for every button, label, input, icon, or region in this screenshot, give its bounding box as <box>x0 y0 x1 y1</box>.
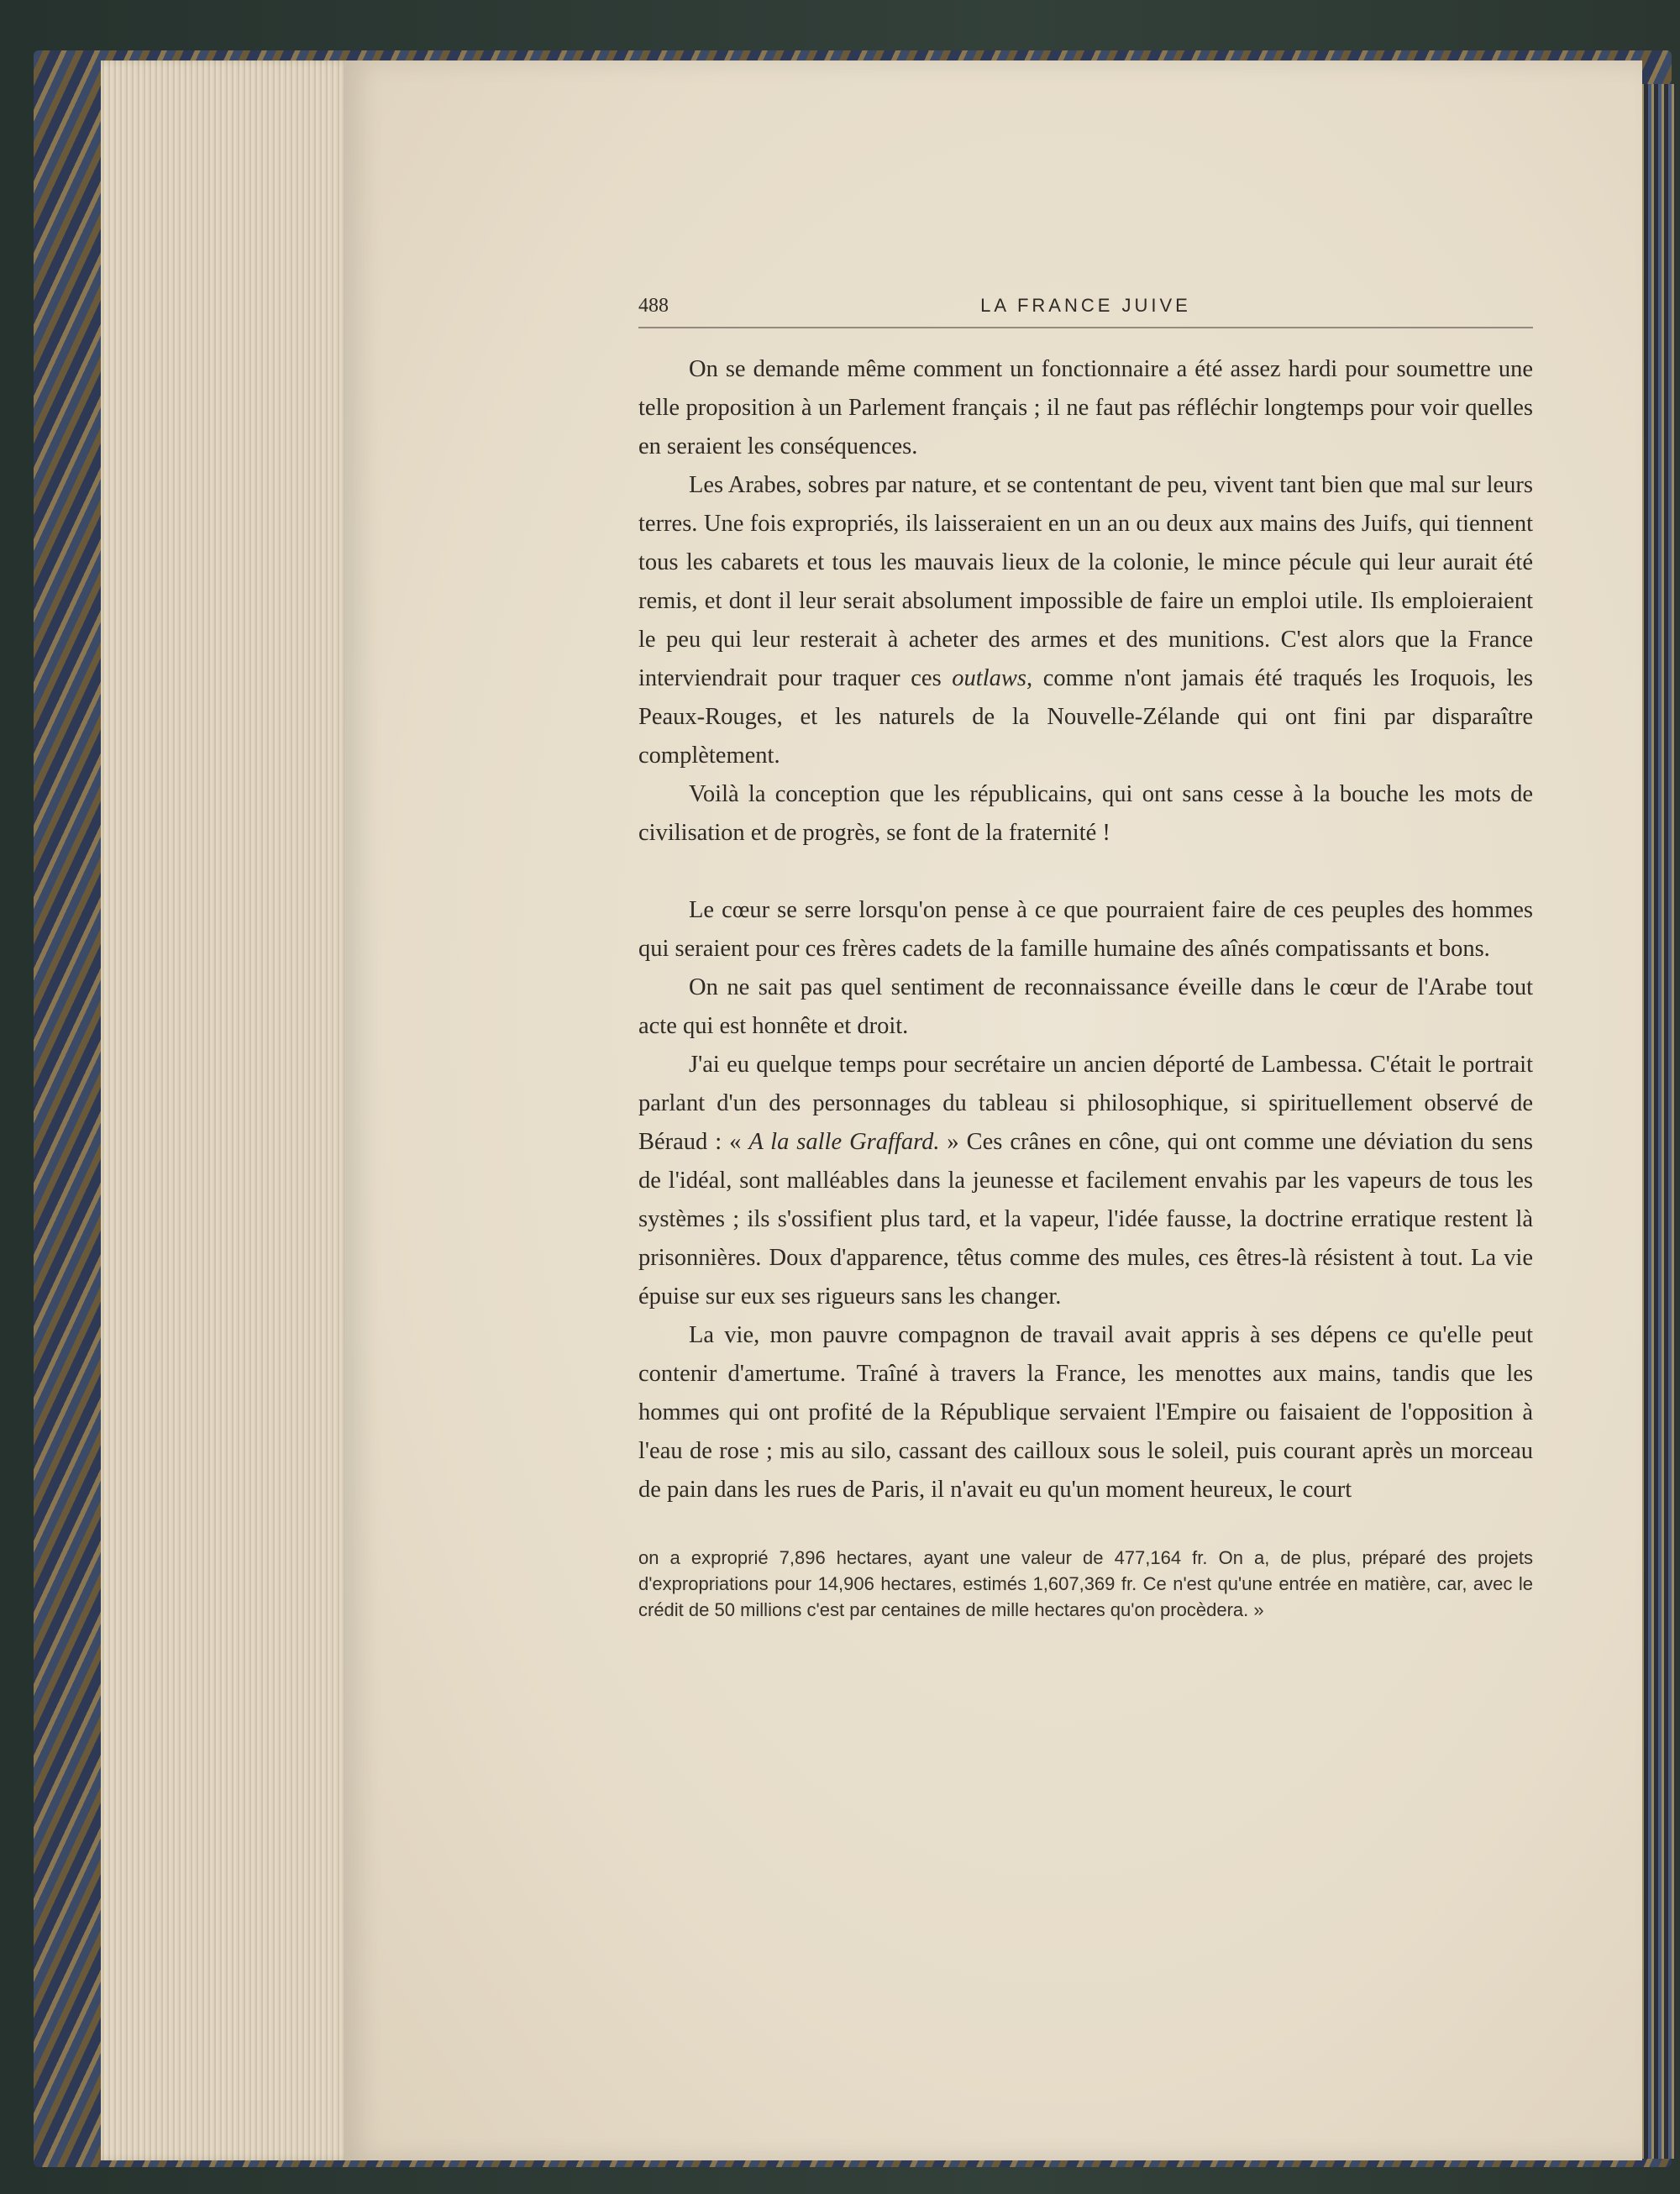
facing-cover-edge <box>1638 84 1676 2159</box>
header-rule <box>638 327 1533 328</box>
page-text <box>638 290 1533 1623</box>
paragraph-text: » Ces crânes en cône, qui ont comme une déviation du sens de l'idéal, sont malléables dans la jeunesse et facilement envahis par les vapeurs de tous les systèmes ; ils s'ossifient plus tard, et la vapeur, l'idée fausse, la doctrine erratique restent là prisonnières. Doux d'apparence, têtus comme des mules, ces êtres-là résistent à tout. La vie épuise sur eux ses rigueurs sans les changer. <box>638 1129 1533 1310</box>
page-edges <box>101 60 353 2160</box>
paragraph-text: Les Arabes, sobres par nature, et se contentant de peu, vivent tant bien que mal sur leurs terres. Une fois expropriés, ils laisseraient en un an ou deux aux mains des Juifs, qui tiennent tous les cabarets et tous les mauvais lieux de la colonie, le mince pécule qui leur aurait été remis, et dont il leur serait absolument impossible de faire un emploi utile. Ils emploieraient le peu qui leur resterait à acheter des armes et des munitions. C'est alors que la France interviendrait pour traquer ces <box>638 472 1533 691</box>
italic-term: outlaws <box>952 665 1026 691</box>
paragraph: Le cœur se serre lorsqu'on pense à ce que pourraient faire de ces peuples des hommes qui seraient pour ces frères cadets de la famille humaine des aînés compatissants et bons. <box>638 897 1533 962</box>
page-number: 488 <box>638 295 669 317</box>
paragraph <box>638 466 1533 775</box>
footnote: on a exproprié 7,896 hectares, ayant une valeur de 477,164 fr. On a, de plus, préparé des projets d'expropriations pour 14,906 hectares, estimés 1,607,369 fr. Ce n'est qu'une entrée en matière, car, avec le crédit de 50 millions c'est par centaines de mille hectares qu'on procèdera. » <box>638 1547 1533 1620</box>
paragraph: La vie, mon pauvre compagnon de travail avait appris à ses dépens ce qu'elle peut contenir d'amertume. Traîné à travers la France, les menottes aux mains, tandis que les hommes qui ont profité de la République servaient l'Empire ou faisaient de l'opposition à l'eau de rose ; mis au silo, cassant des cailloux sous le soleil, puis courant après un morceau de pain dans les rues de Paris, il n'avait eu qu'un moment heureux, le court <box>638 1322 1533 1503</box>
running-title: LA FRANCE JUIVE <box>980 295 1191 316</box>
paragraph <box>638 1046 1533 1316</box>
paragraph: On ne sait pas quel sentiment de reconnaissance éveille dans le cœur de l'Arabe tout acte qui est honnête et droit. <box>638 974 1533 1039</box>
section-break <box>638 853 1533 891</box>
paragraph-text: J'ai eu quelque temps pour secrétaire un ancien déporté de Lambessa. C'était le portrait parlant d'un des personnages du tableau si philosophique, si spirituellement observé de Béraud : « <box>638 1052 1533 1155</box>
paragraph-text: , comme n'ont jamais été traqués les Iroquois, les Peaux-Rouges, et les naturels de la Nouvelle-Zélande qui ont fini par disparaître complètement. <box>638 665 1533 769</box>
running-header <box>638 290 1533 323</box>
italic-title: A la salle Graffard. <box>748 1129 940 1155</box>
paragraph: On se demande même comment un fonctionnaire a été assez hardi pour soumettre une telle proposition à un Parlement français ; il ne faut pas réfléchir longtemps pour voir quelles en seraient les conséquences. <box>638 356 1533 459</box>
paragraph: Voilà la conception que les républicains, qui ont sans cesse à la bouche les mots de civilisation et de progrès, se font de la fraternité ! <box>638 781 1533 846</box>
